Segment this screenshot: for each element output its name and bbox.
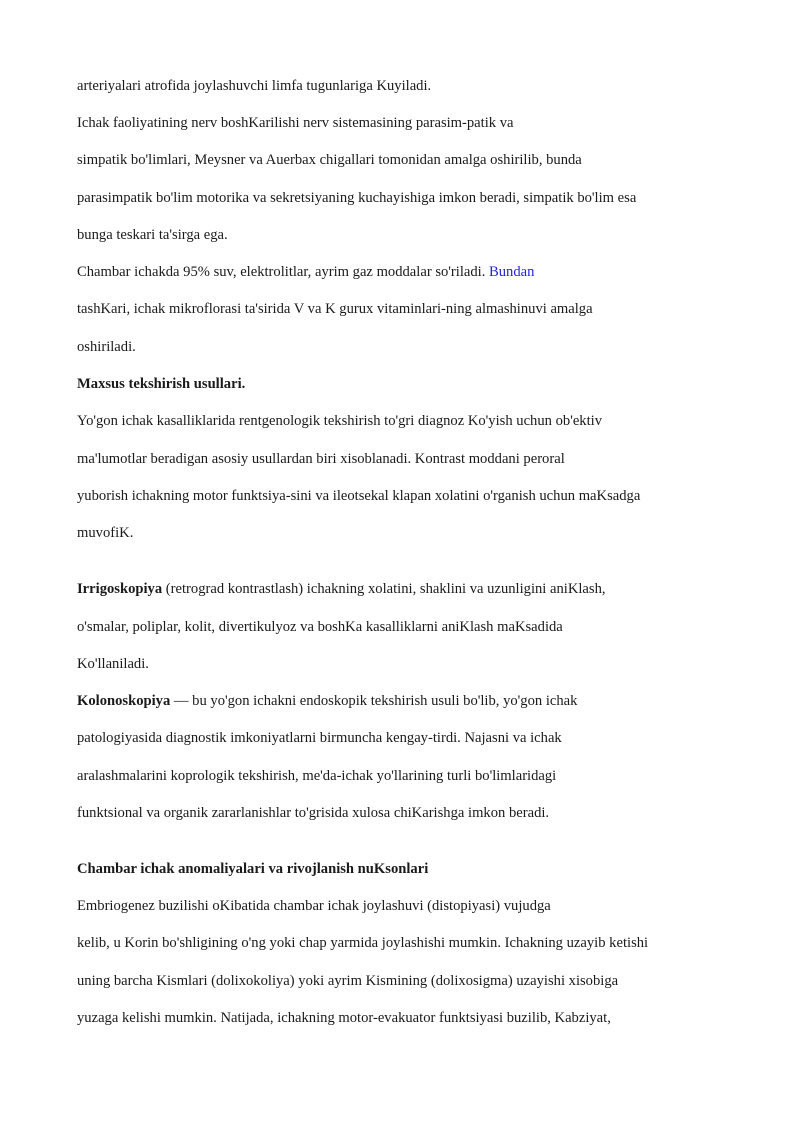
text-line: aralashmalarini koprologik tekshirish, me'da-ichak yo'llarining turli bo'limlaridagi (77, 768, 557, 784)
section-heading: Chambar ichak anomaliyalari va rivojlanish nuKsonlari (77, 861, 429, 877)
text-line: Yo'gon ichak kasalliklarida rentgenologik tekshirish to'gri diagnoz Ko'yish uchun ob'ektiv (77, 413, 603, 429)
text-line: muvofiK. (77, 525, 134, 541)
text-line: yuborish ichakning motor funktsiya-sini va ileotsekal klapan xolatini o'rganish uchun maKsadga (77, 488, 641, 504)
section-heading: Maxsus tekshirish usullari. (77, 376, 246, 392)
text-line: parasimpatik bo'lim motorika va sekretsiyaning kuchayishiga imkon beradi, simpatik bo'lim esa (77, 190, 637, 206)
text-line: oshiriladi. (77, 339, 136, 355)
text-line: funktsional va organik zararlanishlar to'grisida xulosa chiKarishga imkon beradi. (77, 805, 550, 821)
text-line (77, 263, 534, 281)
text-line (77, 580, 606, 598)
text-line (77, 692, 577, 710)
text-line: Embriogenez buzilishi oKibatida chambar ichak joylashuvi (distopiyasi) vujudga (77, 898, 551, 914)
term-kolonoskopiya: Kolonoskopiya (77, 693, 171, 709)
text-span: — bu yo'gon ichakni endoskopik tekshirish usuli bo'lib, yo'gon ichak (170, 693, 578, 709)
text-line: Ko'llaniladi. (77, 656, 149, 672)
text-line: kelib, u Korin bo'shligining o'ng yoki chap yarmida joylashishi mumkin. Ichakning uzayib ketishi (77, 935, 649, 951)
text-line: Ichak faoliyatining nerv boshKarilishi nerv sistemasining parasim-patik va (77, 115, 514, 131)
text-line: patologiyasida diagnostik imkoniyatlarni birmuncha kengay-tirdi. Najasni va ichak (77, 730, 562, 746)
text-line: o'smalar, poliplar, kolit, divertikulyoz va boshKa kasalliklarni aniKlash maKsadida (77, 619, 563, 635)
term-irrigoskopiya: Irrigoskopiya (77, 581, 163, 597)
text-line: arteriyalari atrofida joylashuvchi limfa tugunlariga Kuyiladi. (77, 78, 432, 94)
text-span: (retrograd kontrastlash) ichakning xolatini, shaklini va uzunligini aniKlash, (162, 581, 606, 597)
bundan-link[interactable]: Bundan (489, 264, 535, 280)
text-line: tashKari, ichak mikroflorasi ta'sirida V va K gurux vitaminlari-ning almashinuvi amalga (77, 301, 593, 317)
text-line: bunga teskari ta'sirga ega. (77, 227, 228, 243)
text-line: simpatik bo'limlari, Meysner va Auerbax chigallari tomonidan amalga oshirilib, bunda (77, 152, 582, 168)
text-line: ma'lumotlar beradigan asosiy usullardan biri xisoblanadi. Kontrast moddani peroral (77, 451, 565, 467)
text-line: uning barcha Kismlari (dolixokoliya) yoki ayrim Kismining (dolixosigma) uzayishi xisobiga (77, 973, 619, 989)
text-line: yuzaga kelishi mumkin. Natijada, ichakning motor-evakuator funktsiyasi buzilib, Kabziyat, (77, 1010, 611, 1026)
text-span: Chambar ichakda 95% suv, elektrolitlar, ayrim gaz moddalar so'riladi. (77, 264, 490, 280)
